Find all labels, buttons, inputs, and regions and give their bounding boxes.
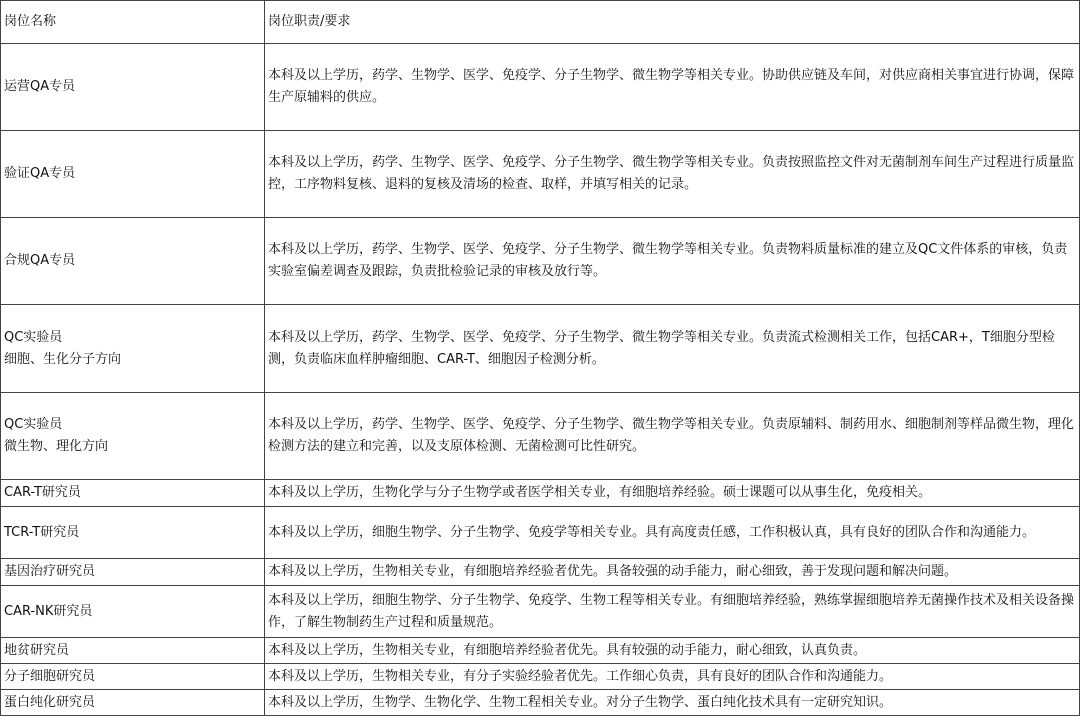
- table-header-row: [1, 1, 1080, 44]
- position-description: 本科及以上学历，药学、生物学、医学、免疫学、分子生物学、微生物学等相关专业。负责物料质量标准的建立及QC文件体系的审核，负责实验室偏差调查及跟踪，负责批检验记录的审核及放行等。: [265, 218, 1080, 305]
- position-title: 验证QA专员: [1, 131, 265, 218]
- table-row: [1, 44, 1080, 131]
- position-description: 本科及以上学历，药学、生物学、医学、免疫学、分子生物学、微生物学等相关专业。负责原辅料、制药用水、细胞制剂等样品微生物，理化检测方法的建立和完善，以及支原体检测、无菌检测可比性研究。: [265, 393, 1080, 480]
- position-title: CAR-NK研究员: [1, 586, 265, 638]
- position-title: 分子细胞研究员: [1, 664, 265, 690]
- table-row: [1, 664, 1080, 690]
- position-description: 本科及以上学历，生物化学与分子生物学或者医学相关专业，有细胞培养经验。硕士课题可以从事生化，免疫相关。: [265, 480, 1080, 507]
- position-title: 合规QA专员: [1, 218, 265, 305]
- table-row: [1, 393, 1080, 480]
- position-title: QC实验员 微生物、理化方向: [1, 393, 265, 480]
- table-row: [1, 559, 1080, 586]
- table-row: [1, 586, 1080, 638]
- position-title: 基因治疗研究员: [1, 559, 265, 586]
- header-position-requirements: 岗位职责/要求: [265, 1, 1080, 44]
- table-row: [1, 480, 1080, 507]
- table-row: [1, 131, 1080, 218]
- position-description: 本科及以上学历，生物相关专业，有分子实验经验者优先。工作细心负责，具有良好的团队合作和沟通能力。: [265, 664, 1080, 690]
- position-title: QC实验员 细胞、生化分子方向: [1, 305, 265, 393]
- position-description: 本科及以上学历，细胞生物学、分子生物学、免疫学等相关专业。具有高度责任感，工作积极认真，具有良好的团队合作和沟通能力。: [265, 507, 1080, 559]
- position-title: 地贫研究员: [1, 638, 265, 664]
- table-row: [1, 305, 1080, 393]
- table-row: [1, 218, 1080, 305]
- position-description: 本科及以上学历，药学、生物学、医学、免疫学、分子生物学、微生物学等相关专业。负责流式检测相关工作，包括CAR+，T细胞分型检测，负责临床血样肿瘤细胞、CAR-T、细胞因子检测分析。: [265, 305, 1080, 393]
- position-description: 本科及以上学历，生物相关专业，有细胞培养经验者优先。具有较强的动手能力，耐心细致，认真负责。: [265, 638, 1080, 664]
- table-row: [1, 690, 1080, 716]
- position-title: CAR-T研究员: [1, 480, 265, 507]
- table-row: [1, 638, 1080, 664]
- position-description: 本科及以上学历，药学、生物学、医学、免疫学、分子生物学、微生物学等相关专业。协助供应链及车间，对供应商相关事宜进行协调，保障生产原辅料的供应。: [265, 44, 1080, 131]
- position-title: 蛋白纯化研究员: [1, 690, 265, 716]
- position-description: 本科及以上学历，生物学、生物化学、生物工程相关专业。对分子生物学、蛋白纯化技术具有一定研究知识。: [265, 690, 1080, 716]
- header-position-name: 岗位名称: [1, 1, 265, 44]
- position-description: 本科及以上学历，生物相关专业，有细胞培养经验者优先。具备较强的动手能力，耐心细致，善于发现问题和解决问题。: [265, 559, 1080, 586]
- position-description: 本科及以上学历，细胞生物学、分子生物学、免疫学、生物工程等相关专业。有细胞培养经验，熟练掌握细胞培养无菌操作技术及相关设备操作，了解生物制药生产过程和质量规范。: [265, 586, 1080, 638]
- position-description: 本科及以上学历，药学、生物学、医学、免疫学、分子生物学、微生物学等相关专业。负责按照监控文件对无菌制剂车间生产过程进行质量监控，工序物料复核、退料的复核及清场的检查、取样，并填写相关的记录。: [265, 131, 1080, 218]
- position-title: 运营QA专员: [1, 44, 265, 131]
- table-row: [1, 507, 1080, 559]
- position-title: TCR-T研究员: [1, 507, 265, 559]
